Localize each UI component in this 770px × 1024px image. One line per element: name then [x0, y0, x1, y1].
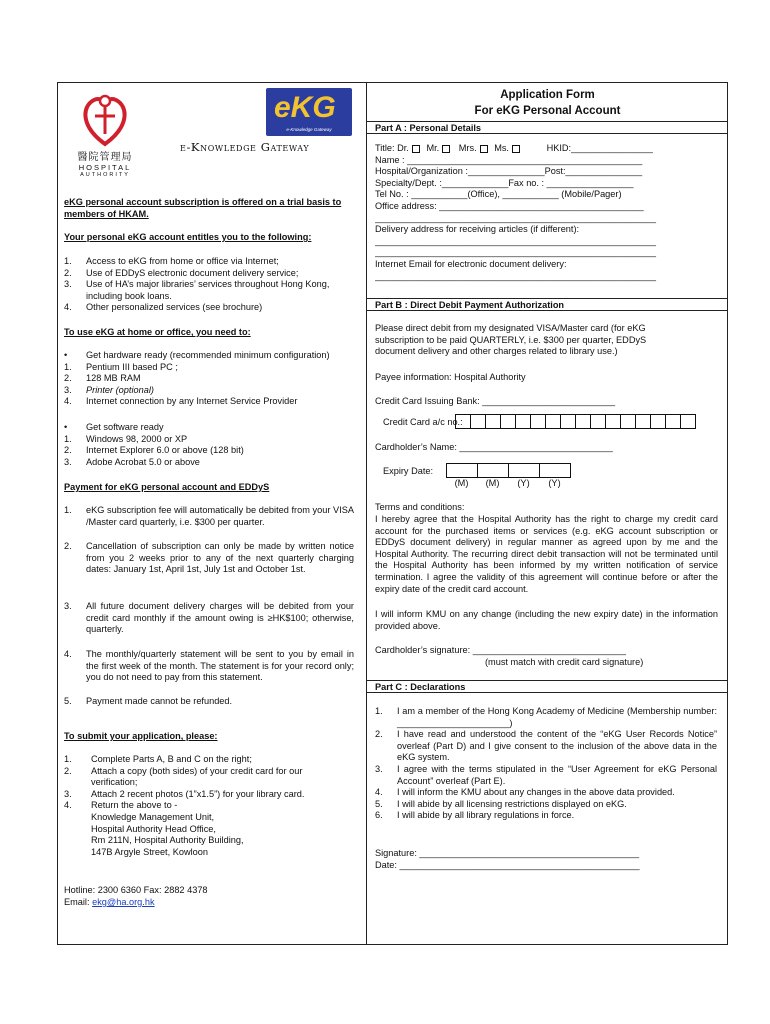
- card-no-label: Credit Card a/c no.:: [383, 417, 463, 427]
- hardware-section: [64, 350, 359, 408]
- specialty-field[interactable]: Specialty/Dept. :_____________Fax no. : _________________: [375, 177, 634, 188]
- list-item: 1. Complete Parts A, B and C on the right;: [64, 754, 252, 764]
- tel-field[interactable]: Tel No. : ___________(Office), ___________ (Mobile/Pager): [375, 189, 622, 200]
- list-item: 2. 128 MB RAM: [64, 373, 141, 384]
- list-item: 4. Other personalized services (see brochure): [64, 302, 263, 313]
- list-item: 6. I will abide by all library regulations in force.: [375, 810, 575, 821]
- list-item: 3. Printer (optional): [64, 384, 154, 395]
- list-item: 1. Access to eKG from home or office via Internet;: [64, 256, 279, 266]
- terms-text: I hereby agree that the Hospital Authority has the right to charge my credit card account for the purchased items or services (e.g. eKG account subscription or EDDyS document delivery) in regular manner as agreed upon by me and the Hospital Authority. The recurring direct debit transaction will not be terminated until the Hospital Authority has been informed by my written notification of service termination. I agree the validity of this agreement will continue before or after the expiry date of the credit card account.: [375, 514, 718, 594]
- list-item: 2. Internet Explorer 6.0 or above (128 bit): [64, 445, 244, 456]
- part-a-heading: Part A : Personal Details: [367, 121, 728, 134]
- expiry-date-boxes[interactable]: [446, 463, 571, 478]
- form-title-line2: For eKG Personal Account: [474, 105, 621, 117]
- list-item: 1. Pentium III based PC ;: [64, 361, 178, 372]
- ekg-logo: [266, 88, 352, 136]
- signature-field[interactable]: Signature: ___________________________________________: [375, 848, 640, 858]
- list-item: • Get hardware ready (recommended minimum configuration): [64, 350, 330, 360]
- part-c-heading: Part C : Declarations: [367, 680, 728, 693]
- address-line: Rm 211N, Hospital Authority Building,: [91, 835, 244, 846]
- ha-emblem-icon: [70, 88, 140, 148]
- list-item: • Get software ready: [64, 422, 164, 432]
- list-item: 1. Windows 98, 2000 or XP: [64, 433, 188, 444]
- title-mrs-checkbox[interactable]: [480, 145, 488, 153]
- address-line: 147B Argyle Street, Kowloon: [91, 846, 208, 857]
- address-line: Knowledge Management Unit,: [91, 811, 215, 822]
- submit-list: [64, 754, 359, 858]
- office-address-line2[interactable]: _______________________________________________________: [375, 212, 657, 223]
- payment-item: 5. Payment made cannot be refunded.: [64, 696, 233, 706]
- list-item: 5. I will abide by all licensing restrictions displayed on eKG.: [375, 798, 627, 809]
- payment-heading: Payment for eKG personal account and EDDyS: [64, 482, 270, 492]
- card-number-boxes[interactable]: [455, 414, 696, 429]
- internet-email-field[interactable]: _______________________________________________________: [375, 270, 657, 281]
- payment-item: 3. All future document delivery charges will be debited from your credit card monthly if the amount owing is ≥HK$100; otherwise, quarterly.: [64, 601, 354, 635]
- expiry-label: Expiry Date:: [383, 466, 434, 476]
- column-divider: [366, 82, 367, 945]
- part-b-heading: Part B : Direct Debit Payment Authorization: [367, 298, 728, 311]
- office-address-field[interactable]: Office address: ________________________________________: [375, 200, 644, 211]
- bullet-icon: •: [64, 350, 68, 360]
- payment-item: 4. The monthly/quarterly statement will be sent to you by email in the first week of the month. The statement is for your record only; you do not need to pay from this statement.: [64, 649, 354, 683]
- ekg-logo-sub: e-Knowledge Gateway: [286, 127, 332, 132]
- list-item: 1. I am a member of the Hong Kong Academy of Medicine (Membership number: ______________________): [375, 706, 717, 728]
- submit-heading: To submit your application, please:: [64, 731, 218, 741]
- name-field[interactable]: Name : ______________________________________________: [375, 154, 643, 165]
- title-ms-checkbox[interactable]: [512, 145, 520, 153]
- list-item: 3. Use of HA’s major libraries’ services throughout Hong Kong, including book loans.: [64, 279, 330, 301]
- cardholder-signature-field[interactable]: Cardholder’s signature: ______________________________: [375, 645, 627, 655]
- list-item: 4. Return the above to -: [64, 800, 178, 811]
- delivery-address-line1[interactable]: _______________________________________________________: [375, 235, 657, 246]
- gateway-label: e-Knowledge Gateway: [180, 140, 310, 154]
- expiry-labels: (M) (M) (Y) (Y): [454, 478, 561, 488]
- terms-text-2: I will inform KMU on any change (including the new expiry date) in the information provided above.: [375, 609, 718, 631]
- title-dr-checkbox[interactable]: [412, 145, 420, 153]
- use-heading: To use eKG at home or office, you need to:: [64, 327, 251, 337]
- list-item: 4. I will inform the KMU about any changes in the above data provided.: [375, 787, 675, 798]
- intro-text: eKG personal account subscription is offered on a trial basis to members of HKAM.: [64, 197, 342, 219]
- software-section: [64, 422, 359, 468]
- hospital-field[interactable]: Hospital/Organization :_______________Post:_______________: [375, 166, 643, 177]
- email-line: Email: ekg@ha.org.hk: [64, 897, 155, 907]
- signature-note: (must match with credit card signature): [485, 657, 644, 667]
- title-mr-checkbox[interactable]: [442, 145, 450, 153]
- title-row: Title: Dr. Mr. Mrs. Ms. HKID:________________: [375, 143, 653, 153]
- list-item: 2. Use of EDDyS electronic document delivery service;: [64, 267, 299, 278]
- payment-item: 2. Cancellation of subscription can only be made by written notice from you 2 weeks prior to any of the next quarterly charging dates: January 1st, April 1st, July 1st and October 1st.: [64, 541, 354, 575]
- list-item: 3. Adobe Acrobat 5.0 or above: [64, 456, 200, 467]
- hkid-field[interactable]: HKID:________________: [546, 143, 653, 153]
- internet-email-label: Internet Email for electronic document delivery:: [375, 258, 567, 269]
- ha-logo: [70, 88, 140, 178]
- list-item: 4. Internet connection by any Internet Service Provider: [64, 396, 298, 407]
- delivery-label: Delivery address for receiving articles (if different):: [375, 224, 580, 235]
- hotline: Hotline: 2300 6360 Fax: 2882 4378: [64, 885, 208, 895]
- ekg-logo-text: eKG: [274, 91, 336, 124]
- cardholder-name-field[interactable]: Cardholder’s Name: ______________________________: [375, 442, 613, 452]
- issuing-bank-field[interactable]: Credit Card Issuing Bank: __________________________: [375, 396, 616, 406]
- form-title-line1: Application Form: [500, 89, 595, 101]
- part-b-intro: Please direct debit from my designated VISA/Master card (for eKG subscription to be paid QUARTERLY, i.e. $300 per quarter, EDDyS document delivery and other charges related to library use.): [375, 323, 647, 357]
- email-link[interactable]: ekg@ha.org.hk: [92, 897, 155, 907]
- list-item: 2. Attach a copy (both sides) of your credit card for our verification;: [64, 765, 303, 788]
- bullet-icon: •: [64, 422, 68, 432]
- delivery-address-line2[interactable]: _______________________________________________________: [375, 247, 657, 258]
- ha-name-line2: AUTHORITY: [80, 171, 130, 178]
- address-line: Hospital Authority Head Office,: [91, 823, 216, 834]
- ha-name-cn: 醫院管理局: [77, 151, 133, 163]
- terms-heading: Terms and conditions:: [375, 502, 465, 512]
- entitle-heading: Your personal eKG account entitles you to the following:: [64, 232, 312, 242]
- part-a-fields: [375, 143, 723, 282]
- declarations-list: [375, 706, 718, 822]
- entitlement-list: [64, 256, 359, 314]
- list-item: 3. Attach 2 recent photos (1”x1.5”) for your library card.: [64, 788, 305, 799]
- ha-name-line1: HOSPITAL: [78, 162, 132, 172]
- payee-info: Payee information: Hospital Authority: [375, 372, 526, 382]
- list-item: 2. I have read and understood the content of the “eKG User Records Notice” overleaf (Part D) and I give consent to the inclusion of the above data in the eKG system.: [375, 729, 717, 763]
- list-item: 3. I agree with the terms stipulated in the “User Agreement for eKG Personal Account” overleaf (Part E).: [375, 763, 717, 786]
- payment-item: 1. eKG subscription fee will automatically be debited from your VISA /Master card quarterly, i.e. $300 per quarter.: [64, 505, 354, 527]
- date-field[interactable]: Date: _______________________________________________: [375, 860, 640, 870]
